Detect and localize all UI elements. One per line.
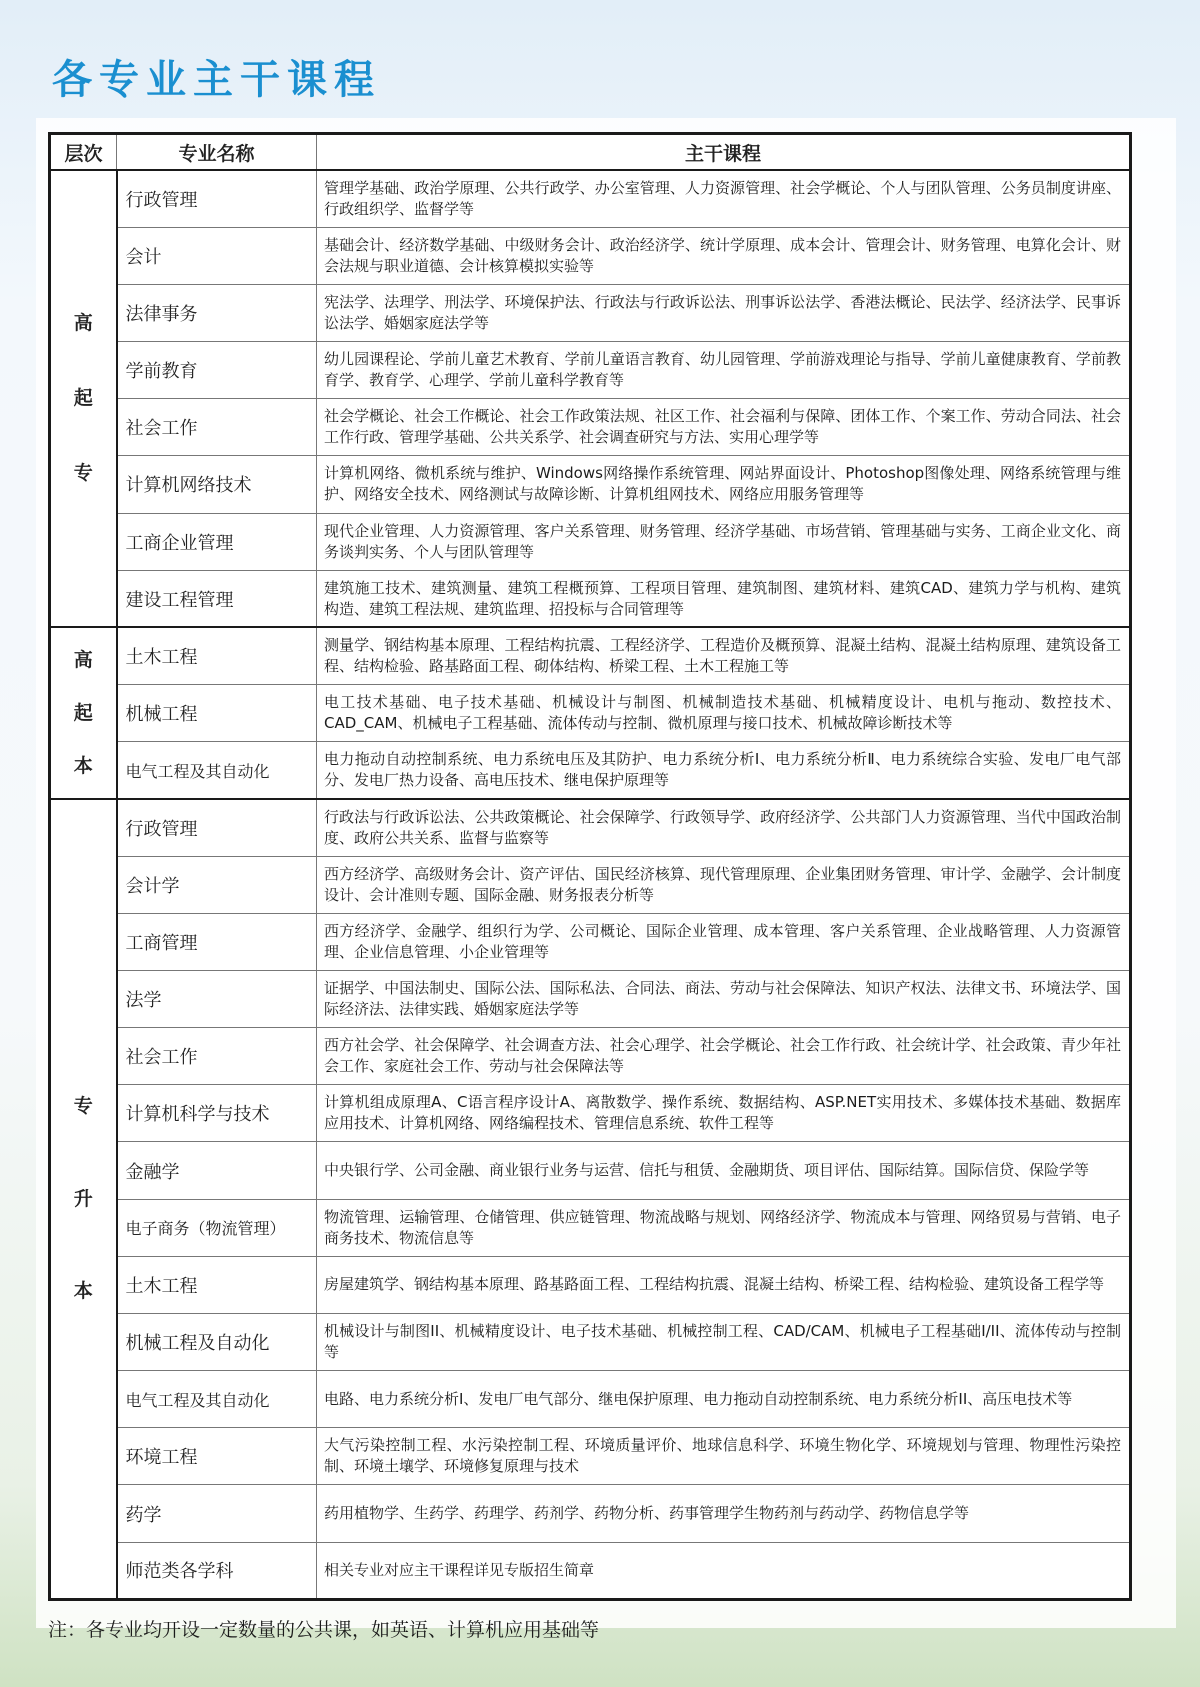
courses-cell: 电路、电力系统分析I、发电厂电气部分、继电保护原理、电力拖动自动控制系统、电力系统分析II、高压电技术等	[317, 1371, 1131, 1428]
table-row	[50, 742, 1131, 799]
major-name-cell: 师范类各学科	[117, 1542, 317, 1599]
major-name-cell: 会计学	[117, 856, 317, 913]
page-title: 各专业主干课程	[52, 56, 381, 103]
courses-cell: 电力拖动自动控制系统、电力系统电压及其防护、电力系统分析Ⅰ、电力系统分析Ⅱ、电力系统综合实验、发电厂电气部分、发电厂热力设备、高电压技术、继电保护原理等	[317, 742, 1131, 799]
courses-cell: 行政法与行政诉讼法、公共政策概论、社会保障学、行政领导学、政府经济学、公共部门人力资源管理、当代中国政治制度、政府公共关系、监督与监察等	[317, 799, 1131, 856]
major-name-cell: 社会工作	[117, 399, 317, 456]
level-char: 本	[73, 754, 93, 777]
level-char: 起	[73, 701, 93, 724]
major-name-cell: 社会工作	[117, 1028, 317, 1085]
courses-cell: 宪法学、法理学、刑法学、环境保护法、行政法与行政诉讼法、刑事诉讼法学、香港法概论、民法学、经济法学、民事诉讼法学、婚姻家庭法学等	[317, 284, 1131, 341]
major-name-cell: 电子商务（物流管理）	[117, 1199, 317, 1256]
courses-cell: 现代企业管理、人力资源管理、客户关系管理、财务管理、经济学基础、市场营销、管理基础与实务、工商企业文化、商务谈判实务、个人与团队管理等	[317, 513, 1131, 570]
major-name-cell: 行政管理	[117, 170, 317, 227]
table-row	[50, 1313, 1131, 1370]
courses-cell: 证据学、中国法制史、国际公法、国际私法、合同法、商法、劳动与社会保障法、知识产权法、法律文书、环境法学、国际经济法、法律实践、婚姻家庭法学等	[317, 970, 1131, 1027]
major-name-cell: 电气工程及其自动化	[117, 742, 317, 799]
courses-cell: 测量学、钢结构基本原理、工程结构抗震、工程经济学、工程造价及概预算、混凝土结构、混凝土结构原理、建筑设备工程、结构检验、路基路面工程、砌体结构、桥梁工程、土木工程施工等	[317, 627, 1131, 684]
courses-cell: 药用植物学、生药学、药理学、药剂学、药物分析、药事管理学生物药剂与药动学、药物信息学等	[317, 1485, 1131, 1542]
major-name-cell: 工商企业管理	[117, 513, 317, 570]
major-name-cell: 电气工程及其自动化	[117, 1371, 317, 1428]
table-row	[50, 1256, 1131, 1313]
table-row	[50, 399, 1131, 456]
major-name-cell: 会计	[117, 227, 317, 284]
table-row	[50, 627, 1131, 684]
level-char: 专	[73, 1094, 93, 1117]
courses-cell: 大气污染控制工程、水污染控制工程、环境质量评价、地球信息科学、环境生物化学、环境规划与管理、物理性污染控制、环境土壤学、环境修复原理与技术	[317, 1428, 1131, 1485]
table-row	[50, 227, 1131, 284]
level-cell	[50, 799, 117, 1600]
table-row	[50, 456, 1131, 513]
major-name-cell: 法学	[117, 970, 317, 1027]
table-row	[50, 799, 1131, 856]
courses-cell: 计算机网络、微机系统与维护、Windows网络操作系统管理、网站界面设计、Photoshop图像处理、网络系统管理与维护、网络安全技术、网络测试与故障诊断、计算机组网技术、网络应用服务管理等	[317, 456, 1131, 513]
major-name-cell: 工商管理	[117, 913, 317, 970]
table-row	[50, 970, 1131, 1027]
table-row	[50, 342, 1131, 399]
courses-cell: 中央银行学、公司金融、商业银行业务与运营、信托与租赁、金融期货、项目评估、国际结算。国际信贷、保险学等	[317, 1142, 1131, 1199]
level-cell	[50, 627, 117, 799]
table-row	[50, 170, 1131, 227]
courses-cell: 物流管理、运输管理、仓储管理、供应链管理、物流战略与规划、网络经济学、物流成本与管理、网络贸易与营销、电子商务技术、物流信息等	[317, 1199, 1131, 1256]
table-row	[50, 1428, 1131, 1485]
header-level: 层次	[50, 134, 117, 171]
level-char: 本	[73, 1280, 93, 1303]
courses-cell: 西方社会学、社会保障学、社会调查方法、社会心理学、社会学概论、社会工作行政、社会统计学、社会政策、青少年社会工作、家庭社会工作、劳动与社会保障法等	[317, 1028, 1131, 1085]
major-name-cell: 金融学	[117, 1142, 317, 1199]
table-row	[50, 1371, 1131, 1428]
major-name-cell: 行政管理	[117, 799, 317, 856]
table-row	[50, 284, 1131, 341]
major-name-cell: 计算机网络技术	[117, 456, 317, 513]
major-name-cell: 计算机科学与技术	[117, 1085, 317, 1142]
level-char: 高	[73, 312, 93, 335]
courses-cell: 社会学概论、社会工作概论、社会工作政策法规、社区工作、社会福利与保障、团体工作、个案工作、劳动合同法、社会工作行政、管理学基础、公共关系学、社会调查研究与方法、实用心理学等	[317, 399, 1131, 456]
courses-cell: 计算机组成原理A、C语言程序设计A、离散数学、操作系统、数据结构、ASP.NET实用技术、多媒体技术基础、数据库应用技术、计算机网络、网络编程技术、管理信息系统、软件工程等	[317, 1085, 1131, 1142]
courses-cell: 建筑施工技术、建筑测量、建筑工程概预算、工程项目管理、建筑制图、建筑材料、建筑CAD、建筑力学与机构、建筑构造、建筑工程法规、建筑监理、招投标与合同管理等	[317, 570, 1131, 627]
courses-cell: 基础会计、经济数学基础、中级财务会计、政治经济学、统计学原理、成本会计、管理会计、财务管理、电算化会计、财会法规与职业道德、会计核算模拟实验等	[317, 227, 1131, 284]
courses-cell: 管理学基础、政治学原理、公共行政学、办公室管理、人力资源管理、社会学概论、个人与团队管理、公务员制度讲座、行政组织学、监督学等	[317, 170, 1131, 227]
major-name-cell: 法律事务	[117, 284, 317, 341]
table-row	[50, 513, 1131, 570]
level-char: 升	[73, 1187, 93, 1210]
courses-cell: 机械设计与制图II、机械精度设计、电子技术基础、机械控制工程、CAD/CAM、机械电子工程基础I/II、流体传动与控制等	[317, 1313, 1131, 1370]
header-major: 专业名称	[117, 134, 317, 171]
major-name-cell: 土木工程	[117, 627, 317, 684]
table-row	[50, 1028, 1131, 1085]
courses-cell: 西方经济学、高级财务会计、资产评估、国民经济核算、现代管理原理、企业集团财务管理、审计学、金融学、会计制度设计、会计准则专题、国际金融、财务报表分析等	[317, 856, 1131, 913]
courses-cell: 电工技术基础、电子技术基础、机械设计与制图、机械制造技术基础、机械精度设计、电机与拖动、数控技术、CAD_CAM、机械电子工程基础、流体传动与控制、微机原理与接口技术、机械故障诊断技术等	[317, 685, 1131, 742]
major-name-cell: 机械工程及自动化	[117, 1313, 317, 1370]
courses-cell: 相关专业对应主干课程详见专版招生简章	[317, 1542, 1131, 1599]
table-row	[50, 570, 1131, 627]
major-name-cell: 土木工程	[117, 1256, 317, 1313]
major-name-cell: 机械工程	[117, 685, 317, 742]
table-row	[50, 1199, 1131, 1256]
level-char: 起	[73, 387, 93, 410]
table-row	[50, 1485, 1131, 1542]
courses-cell: 幼儿园课程论、学前儿童艺术教育、学前儿童语言教育、幼儿园管理、学前游戏理论与指导、学前儿童健康教育、学前教育学、教育学、心理学、学前儿童科学教育等	[317, 342, 1131, 399]
courses-table	[48, 132, 1132, 1601]
courses-cell: 房屋建筑学、钢结构基本原理、路基路面工程、工程结构抗震、混凝土结构、桥梁工程、结构检验、建筑设备工程学等	[317, 1256, 1131, 1313]
major-name-cell: 学前教育	[117, 342, 317, 399]
major-name-cell: 药学	[117, 1485, 317, 1542]
table-row	[50, 1085, 1131, 1142]
table-row	[50, 856, 1131, 913]
table-row	[50, 1542, 1131, 1599]
level-char: 高	[73, 648, 93, 671]
table-header-row	[50, 134, 1131, 171]
header-courses: 主干课程	[317, 134, 1131, 171]
footnote: 注：各专业均开设一定数量的公共课，如英语、计算机应用基础等	[48, 1619, 600, 1641]
major-name-cell: 建设工程管理	[117, 570, 317, 627]
level-cell	[50, 170, 117, 627]
table-row	[50, 1142, 1131, 1199]
courses-cell: 西方经济学、金融学、组织行为学、公司概论、国际企业管理、成本管理、客户关系管理、企业战略管理、人力资源管理、企业信息管理、小企业管理等	[317, 913, 1131, 970]
table-body	[50, 170, 1131, 1600]
table-row	[50, 913, 1131, 970]
table-row	[50, 685, 1131, 742]
level-char: 专	[73, 462, 93, 485]
major-name-cell: 环境工程	[117, 1428, 317, 1485]
